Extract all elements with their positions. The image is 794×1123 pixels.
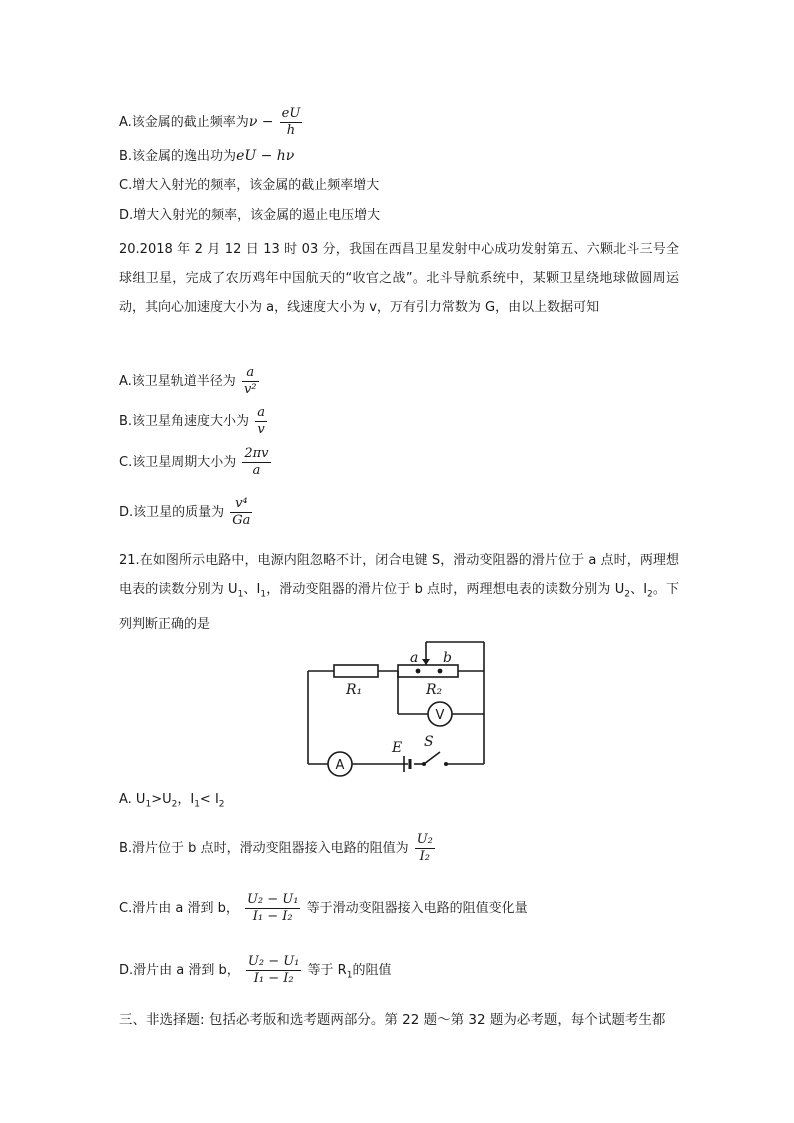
q20-option-a: A.该卫星轨道半径为 $\frac{a}{\text{v²}}$	[119, 365, 257, 397]
q21-option-c: C.滑片由 a 滑到 b， $\frac{\text{U₂ − U₁}}{\text{I₁ − I₂}}$ 等于滑动变阻器接入电路的阻值变化量	[119, 892, 528, 924]
circuit-diagram	[300, 638, 500, 788]
q19-option-d: D.增大入射光的频率，该金属的遏止电压增大	[119, 208, 381, 223]
q19-option-b: B.该金属的逸出功为eU − hν	[119, 148, 295, 164]
label-emf: E	[392, 740, 403, 756]
section-three-heading: 三、非选择题: 包括必考版和选考题两部分。第 22 题～第 32 题为必考题，每个试题考生都	[119, 1012, 666, 1028]
fraction: $\frac{a}{\text{v²}}$	[243, 365, 257, 397]
label-b: b	[443, 650, 452, 666]
label-a: a	[410, 650, 419, 666]
q20-option-b: B.该卫星角速度大小为 $\frac{a}{v}$	[119, 405, 265, 437]
label-switch: S	[424, 734, 434, 750]
fraction: $\frac{a}{v}$	[257, 405, 265, 437]
q20-stem: 20.2018 年 2 月 12 日 13 时 03 分，我国在西昌卫星发射中心成功发射第五、六颗北斗三号全球组卫星，完成了农历鸡年中国航天的“收官之战”。北斗导航系统中，某颗卫星绕地球做圆周运动，其向心加速度大小为 a，线速度大小为 v，万有引力常数为 G，由以上数据可知	[119, 242, 679, 315]
fraction: $\frac{\text{v⁴}}{Ga}$	[232, 496, 251, 528]
q21-option-b: B.滑片位于 b 点时，滑动变阻器接入电路的阻值为 $\frac{\text{U₂}}{\text{I₂}}$	[119, 832, 433, 864]
q19-option-c: C.增大入射光的频率，该金属的截止频率增大	[119, 178, 380, 193]
q21-stem: 21.在如图所示电路中，电源内阻忽略不计，闭合电键 S，滑动变阻器的滑片位于 a 点时，两理想电表的读数分别为 $U_1$、$I_1$，滑动变阻器的滑片位于 b 点时，两理想电表的读数分别为 $U_2$、$I_2$。下列判断正确的是	[119, 553, 679, 632]
q21-option-d: D.滑片由 a 滑到 b， $\frac{\text{U₂ − U₁}}{\text{I₁ − I₂}}$ 等于 $R_1$的阻值	[119, 954, 392, 986]
label-r1: R₁	[346, 682, 363, 698]
q20-option-d: D.该卫星的质量为 $\frac{\text{v⁴}}{Ga}$	[119, 496, 251, 528]
fraction: $\frac{\text{U₂ − U₁}}{\text{I₁ − I₂}}$	[246, 892, 299, 924]
q20-option-c: C.该卫星周期大小为 $\frac{2\pi v}{a}$	[119, 446, 269, 478]
label-r2: R₂	[426, 682, 443, 698]
fraction: $\frac{\text{U₂}}{\text{I₂}}$	[416, 832, 433, 864]
voltmeter-label: V	[435, 708, 445, 723]
q21-option-a: A. $U_1>U_2$，$I_1< I_2$	[119, 792, 225, 810]
fraction: $\frac{eU}{h}$	[281, 106, 301, 138]
fraction: $\frac{2\pi v}{a}$	[244, 446, 269, 478]
fraction: $\frac{\text{U₂ − U₁}}{\text{I₁ − I₂}}$	[247, 954, 300, 986]
ammeter-label: A	[335, 758, 345, 773]
q19-option-a: A.该金属的截止频率为ν − $\frac{eU}{h}$	[119, 106, 301, 138]
